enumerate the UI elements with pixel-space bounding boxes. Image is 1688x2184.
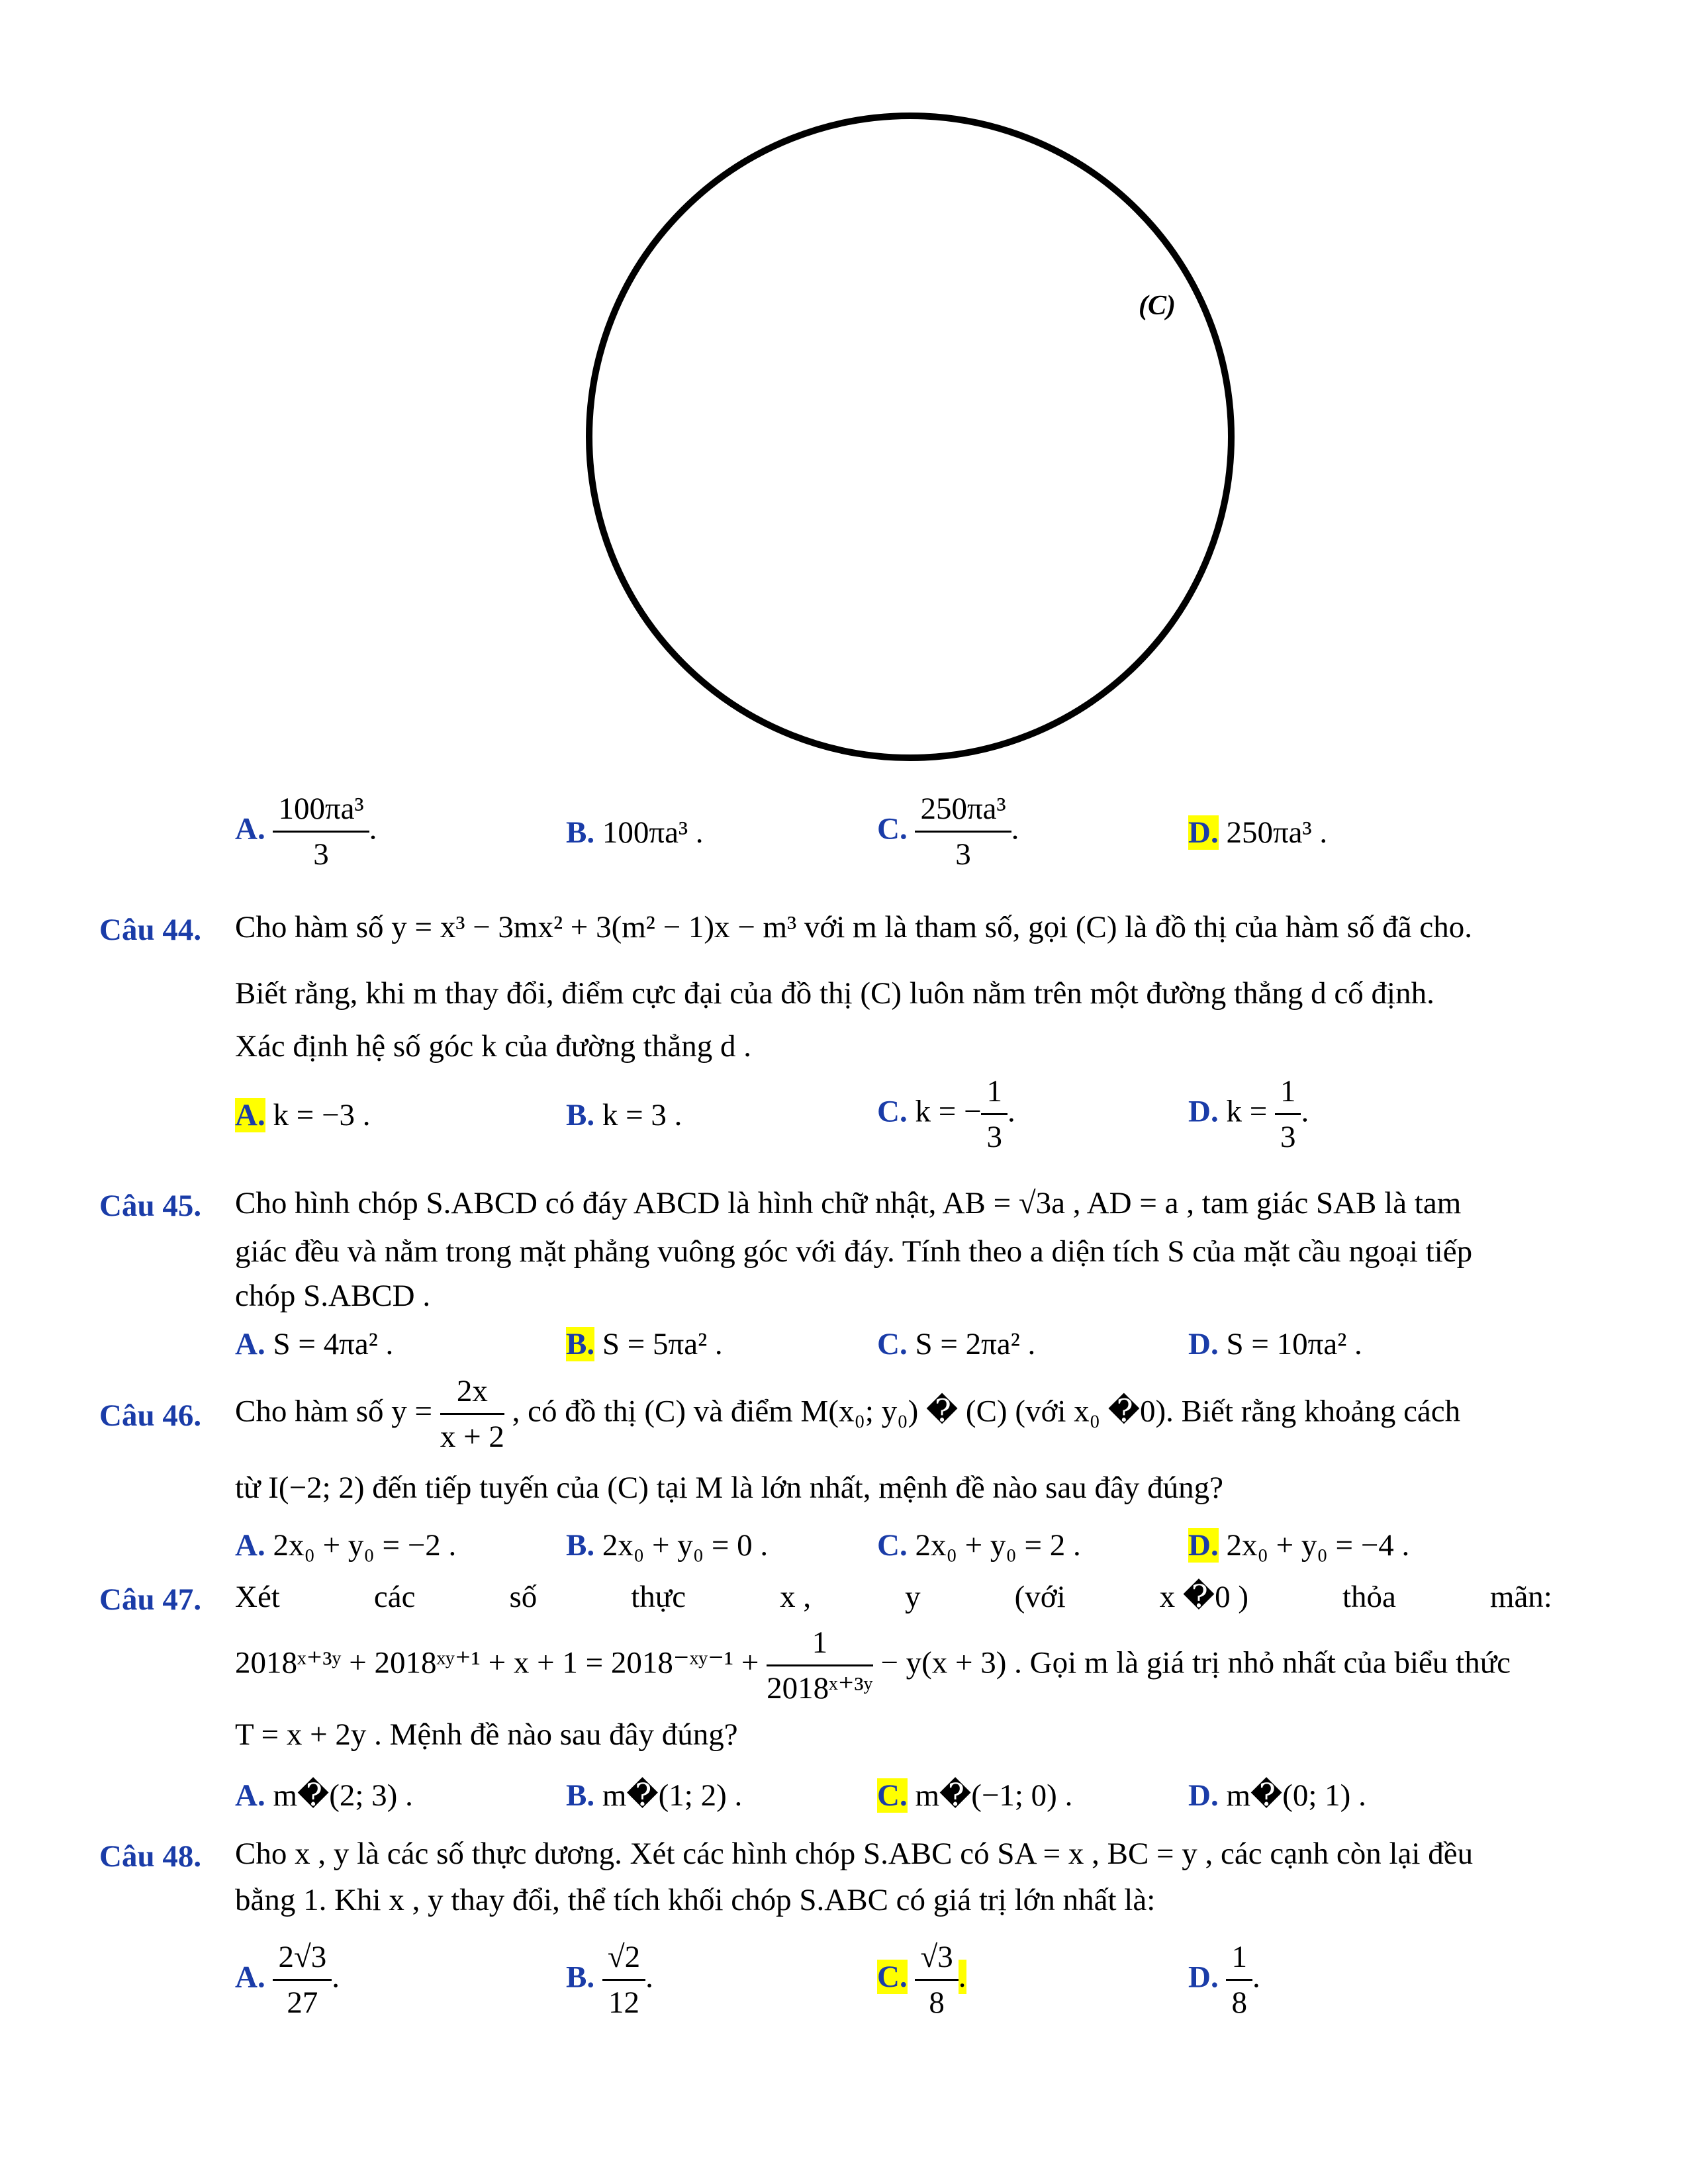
- q43-option-c: C. $\frac{\text{250πa³}}{3}$ .: [877, 792, 1019, 872]
- question-label: Câu 44.: [99, 913, 202, 947]
- denominator: 2018ˣ⁺³ʸ: [767, 1671, 873, 1706]
- fraction: [440, 1373, 504, 1455]
- option-text: m�(2; 3) .: [273, 1778, 413, 1813]
- word: số: [509, 1580, 538, 1614]
- circle-diagram: [563, 99, 1258, 774]
- q45-option-d: [1188, 1329, 1362, 1360]
- numerator: 2√3: [273, 1939, 332, 1981]
- q44-option-c: C. k = − $\frac{1}{3}$ .: [877, 1074, 1015, 1155]
- option-letter: A.: [235, 1960, 265, 1995]
- q48-line1: Cho x , y là các số thực dương. Xét các hình chóp S.ABC có SA = x , BC = y , các cạnh còn lại đều: [235, 1837, 1474, 1871]
- word: x ,: [780, 1580, 812, 1614]
- q46-text-post: , có đồ thị (C) và điểm M(x₀; y₀) � (C) (với x₀ �0). Biết rằng khoảng cách: [512, 1394, 1461, 1429]
- option-letter: B.: [566, 1528, 595, 1563]
- fraction: [1226, 1939, 1252, 2021]
- word: thỏa: [1342, 1580, 1396, 1614]
- denominator: 8: [929, 1985, 945, 2021]
- option-text: k = −: [915, 1094, 982, 1129]
- numerator: 2x: [440, 1373, 504, 1415]
- q48-line2: bằng 1. Khi x , y thay đổi, thể tích khối chóp S.ABC có giá trị lớn nhất là:: [235, 1883, 1156, 1917]
- denominator: x + 2: [440, 1420, 504, 1455]
- option-letter: A.: [235, 1778, 265, 1813]
- word: các: [373, 1580, 416, 1614]
- option-text: 2x₀ + y₀ = −2 .: [273, 1528, 457, 1563]
- q47-equation: [235, 1625, 1511, 1706]
- q45-option-b: [566, 1329, 723, 1360]
- option-text: k =: [1226, 1094, 1275, 1129]
- question-label: Câu 48.: [99, 1839, 202, 1874]
- fraction: [915, 1939, 958, 2021]
- q44-option-a: [235, 1100, 370, 1131]
- numerator: √2: [602, 1939, 645, 1981]
- denominator: 12: [608, 1985, 639, 2021]
- option-letter: C.: [877, 1778, 908, 1813]
- q43-option-d: [1188, 817, 1327, 848]
- fraction: [602, 1939, 645, 2021]
- q46-line2: từ I(−2; 2) đến tiếp tuyến của (C) tại M là lớn nhất, mệnh đề nào sau đây đúng?: [235, 1471, 1223, 1505]
- fraction: [981, 1073, 1008, 1155]
- denominator: 27: [287, 1985, 318, 2021]
- option-text: S = 10πa² .: [1226, 1327, 1362, 1361]
- word: thực: [631, 1580, 686, 1614]
- option-letter: B.: [566, 1327, 595, 1361]
- option-text: m�(1; 2) .: [602, 1778, 743, 1813]
- q47-line1: [235, 1582, 1552, 1613]
- word: x �0 ): [1159, 1580, 1248, 1614]
- q47-option-a: [235, 1780, 413, 1811]
- q48-option-d: D. $\frac{1}{8}$ .: [1188, 1940, 1260, 2021]
- option-letter: C.: [877, 1528, 908, 1563]
- option-text: m�(−1; 0) .: [915, 1778, 1073, 1813]
- circle-label: (C): [1139, 291, 1176, 321]
- option-letter: D.: [1188, 1094, 1219, 1129]
- option-letter: D.: [1188, 1327, 1219, 1361]
- option-letter: D.: [1188, 1960, 1219, 1995]
- option-letter: B.: [566, 1778, 595, 1813]
- fraction: [273, 1939, 332, 2021]
- equation-right: − y(x + 3) . Gọi m là giá trị nhỏ nhất của biểu thức: [880, 1645, 1511, 1680]
- option-text: S = 5πa² .: [602, 1327, 723, 1361]
- question-label: Câu 45.: [99, 1189, 202, 1223]
- fraction: [767, 1625, 872, 1706]
- q46-option-d: [1188, 1530, 1409, 1561]
- q48-option-a: A. $\frac{2√3}{27}$ .: [235, 1940, 340, 2021]
- q43-option-a: A. $\frac{\text{100πa³}}{3}$ .: [235, 792, 377, 872]
- q47-line3: T = x + 2y . Mệnh đề nào sau đây đúng?: [235, 1717, 738, 1752]
- option-text: S = 4πa² .: [273, 1327, 394, 1361]
- option-letter: D.: [1188, 1778, 1219, 1813]
- q44-line3: Xác định hệ số góc k của đường thẳng d .: [235, 1029, 751, 1064]
- numerator: √3: [915, 1939, 958, 1981]
- option-letter: B.: [566, 1960, 595, 1995]
- option-text: k = −3 .: [273, 1098, 371, 1132]
- word: mãn:: [1489, 1580, 1552, 1614]
- option-letter: D.: [1188, 1528, 1219, 1563]
- word: (với: [1014, 1580, 1066, 1614]
- fraction: [915, 791, 1011, 872]
- question-label: Câu 47.: [99, 1582, 202, 1617]
- option-text: 100πa³ .: [602, 815, 704, 850]
- option-text: 2x₀ + y₀ = 2 .: [915, 1528, 1081, 1563]
- option-letter: C.: [877, 1960, 908, 1995]
- option-letter: C.: [877, 811, 908, 846]
- option-text: 2x₀ + y₀ = −4 .: [1226, 1528, 1410, 1563]
- numerator: 100πa³: [273, 791, 369, 833]
- q46-text-pre: Cho hàm số y =: [235, 1394, 433, 1429]
- q43-option-b: [566, 817, 704, 848]
- option-letter: A.: [235, 1327, 265, 1361]
- q44-option-b: [566, 1100, 682, 1131]
- numerator: 1: [767, 1625, 872, 1666]
- option-text: 250πa³ .: [1226, 815, 1328, 850]
- option-text: k = 3 .: [602, 1098, 682, 1132]
- denominator: 3: [955, 837, 971, 872]
- q45-line1: Cho hình chóp S.ABCD có đáy ABCD là hình chữ nhật, AB = √3a , AD = a , tam giác SAB là tam: [235, 1186, 1462, 1220]
- denominator: 3: [986, 1120, 1002, 1155]
- q44-line1: Cho hàm số y = x³ − 3mx² + 3(m² − 1)x − m³ với m là tham số, gọi (C) là đồ thị của hàm số đã cho.: [235, 910, 1472, 944]
- figure-circle: [563, 99, 1258, 774]
- numerator: 1: [1275, 1073, 1301, 1115]
- fraction: [1275, 1073, 1301, 1155]
- option-letter: A.: [235, 1098, 265, 1132]
- q44-line2: Biết rằng, khi m thay đổi, điểm cực đại của đồ thị (C) luôn nằm trên một đường thẳng d cố định.: [235, 976, 1434, 1011]
- q47-option-d: [1188, 1780, 1366, 1811]
- q44-option-d: D. k = $\frac{1}{3}$ .: [1188, 1074, 1309, 1155]
- q46-option-c: [877, 1530, 1081, 1561]
- question-label: Câu 46.: [99, 1398, 202, 1433]
- denominator: 8: [1231, 1985, 1247, 2021]
- option-letter: D.: [1188, 815, 1219, 850]
- q47-option-c: [877, 1780, 1072, 1811]
- word: Xét: [235, 1580, 280, 1614]
- circle-c: [589, 116, 1231, 758]
- option-text: S = 2πa² .: [915, 1327, 1036, 1361]
- word: y: [905, 1580, 921, 1614]
- q45-option-a: [235, 1329, 393, 1360]
- option-letter: B.: [566, 815, 595, 850]
- q46-line1: [235, 1373, 1460, 1455]
- q47-option-b: [566, 1780, 742, 1811]
- q48-option-b: B. $\frac{√2}{12}$ .: [566, 1940, 653, 2021]
- option-letter: C.: [877, 1094, 908, 1129]
- numerator: 1: [981, 1073, 1008, 1115]
- option-letter: A.: [235, 811, 265, 846]
- option-letter: A.: [235, 1528, 265, 1563]
- option-text: 2x₀ + y₀ = 0 .: [602, 1528, 769, 1563]
- option-text: m�(0; 1) .: [1226, 1778, 1366, 1813]
- q45-line2: giác đều và nằm trong mặt phẳng vuông góc với đáy. Tính theo a diện tích S của mặt cầu ngoại tiếp: [235, 1234, 1473, 1269]
- fraction: [273, 791, 369, 872]
- numerator: 250πa³: [915, 791, 1011, 833]
- denominator: 3: [1280, 1120, 1296, 1155]
- option-letter: C.: [877, 1327, 908, 1361]
- q46-option-a: [235, 1530, 456, 1561]
- denominator: 3: [313, 837, 329, 872]
- numerator: 1: [1226, 1939, 1252, 1981]
- q48-option-c: C. $\frac{√3}{8}$ .: [877, 1940, 966, 2021]
- q46-option-b: [566, 1530, 768, 1561]
- q45-line3: chóp S.ABCD .: [235, 1279, 431, 1313]
- equation-left: 2018ˣ⁺³ʸ + 2018ˣʸ⁺¹ + x + 1 = 2018⁻ˣʸ⁻¹ +: [235, 1645, 759, 1680]
- q45-option-c: [877, 1329, 1035, 1360]
- option-letter: B.: [566, 1098, 595, 1132]
